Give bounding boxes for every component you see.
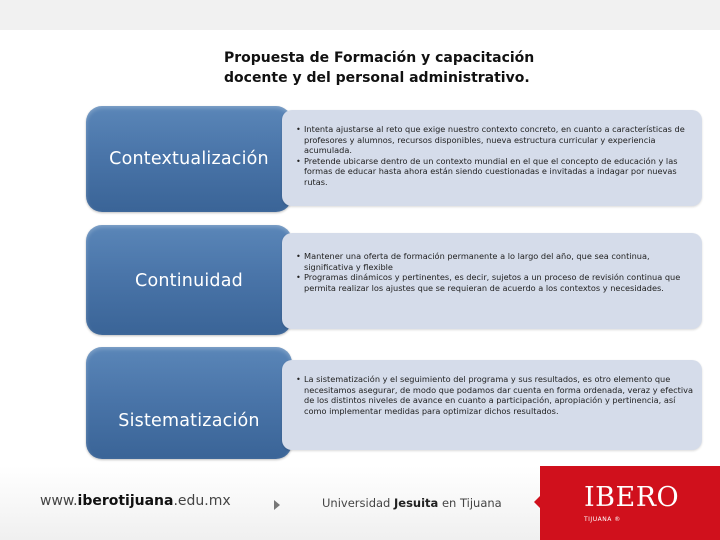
bullet-list [294, 374, 694, 416]
title-line-2: docente y del personal administrativo. [224, 70, 530, 86]
bullet-item: • Programas dinámicos y pertinentes, es decir, sujetos a un proceso de revisión continua que permita realizar los ajustes que se requieran de acuerdo a los contextos y necesidades. [294, 272, 694, 293]
ibero-logo: IBERO [584, 482, 680, 513]
bullet-list [294, 251, 694, 293]
univ-suffix: en Tijuana [438, 496, 502, 510]
brand-block [540, 466, 720, 540]
footer [0, 466, 720, 540]
desc-box-continuidad [282, 233, 702, 329]
label-continuidad: Continuidad [135, 271, 243, 291]
website-link[interactable] [40, 493, 231, 509]
bullet-item: • Intenta ajustarse al reto que exige nuestro contexto concreto, en cuanto a características de profesores y alumnos, recursos disponibles, nueva estructura curricular y experiencia acumulada. [294, 124, 694, 156]
label-contextualizacion: Contextualización [109, 149, 269, 169]
ibero-logo-subtitle: TIJUANA ® [584, 516, 621, 523]
url-suffix: .edu.mx [173, 493, 231, 509]
label-box-continuidad [86, 225, 292, 335]
bullet-item: • Mantener una oferta de formación permanente a lo largo del año, que sea continua, significativa y flexible [294, 251, 694, 272]
bullet-item: • Pretende ubicarse dentro de un contexto mundial en el que el concepto de educación y las formas de educar hasta ahora están siendo cuestionadas e invitadas a indagar por nuevas rutas. [294, 156, 694, 188]
desc-box-sistematizacion [282, 360, 702, 450]
univ-prefix: Universidad [322, 496, 394, 510]
top-bar [0, 0, 720, 30]
univ-bold: Jesuita [394, 496, 439, 510]
label-sistematizacion: Sistematización [118, 411, 260, 431]
bullet-item: • La sistematización y el seguimiento del programa y sus resultados, es otro elemento que necesitamos asegurar, de modo que podamos dar cuenta en forma ordenada, veraz y efectiva de los distintos niveles de avance en cuanto a participación, apropiación y pertinencia, así como implementar medidas para optimizar dichos resultados. [294, 374, 694, 416]
university-name [322, 496, 502, 510]
url-domain: iberotijuana [77, 493, 174, 509]
label-box-sistematizacion [86, 347, 292, 459]
arrow-right-icon [274, 500, 280, 510]
desc-box-contextualizacion [282, 110, 702, 206]
label-box-contextualizacion [86, 106, 292, 212]
bullet-list [294, 124, 694, 188]
slide-title [224, 48, 624, 88]
url-prefix: www. [40, 493, 78, 509]
title-line-1: Propuesta de Formación y capacitación [224, 50, 535, 66]
